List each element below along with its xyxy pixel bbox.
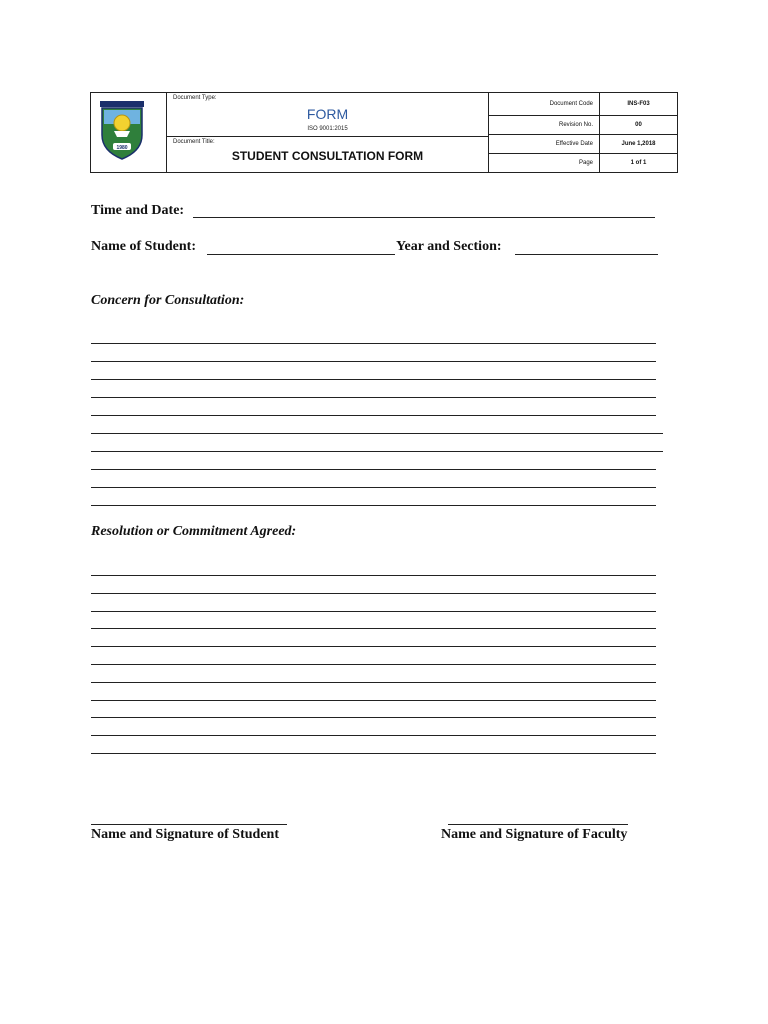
title-block	[167, 93, 489, 172]
concern-writing-line[interactable]	[91, 361, 656, 362]
meta-row-effective-date	[489, 135, 677, 154]
resolution-writing-line[interactable]	[91, 753, 656, 754]
concern-writing-line[interactable]	[91, 451, 663, 452]
logo-cell	[91, 93, 167, 172]
meta-value: 1 of 1	[630, 160, 647, 166]
resolution-writing-line[interactable]	[91, 628, 656, 629]
resolution-writing-line[interactable]	[91, 735, 656, 736]
resolution-writing-line[interactable]	[91, 700, 656, 701]
concern-writing-line[interactable]	[91, 343, 656, 344]
concern-writing-line[interactable]	[91, 379, 656, 380]
student-signature-line[interactable]	[91, 824, 287, 825]
resolution-writing-line[interactable]	[91, 593, 656, 594]
meta-table	[489, 93, 677, 172]
iso-standard: ISO 9001:2015	[307, 126, 348, 132]
logo-year: 1980	[116, 145, 128, 151]
meta-value: June 1,2018	[621, 141, 656, 147]
doc-type-label: Document Type:	[173, 95, 217, 101]
meta-row-revision	[489, 116, 677, 135]
document-header	[90, 92, 678, 173]
resolution-heading: Resolution or Commitment Agreed:	[91, 524, 297, 539]
year-section-line[interactable]	[515, 254, 658, 255]
meta-label: Revision No.	[489, 116, 600, 134]
concern-heading: Concern for Consultation:	[91, 293, 245, 308]
meta-row-page	[489, 154, 677, 172]
doc-title-label: Document Title:	[173, 139, 215, 145]
concern-writing-line[interactable]	[91, 415, 656, 416]
time-date-line[interactable]	[193, 217, 655, 218]
year-section-label: Year and Section:	[396, 239, 502, 254]
faculty-signature-label: Name and Signature of Faculty	[441, 827, 628, 842]
resolution-writing-line[interactable]	[91, 664, 656, 665]
meta-value: 00	[635, 122, 642, 128]
meta-label: Document Code	[489, 93, 600, 115]
student-signature-label: Name and Signature of Student	[91, 827, 279, 842]
doc-title: STUDENT CONSULTATION FORM	[231, 149, 424, 163]
university-seal-logo	[99, 99, 145, 161]
faculty-signature-line[interactable]	[448, 824, 628, 825]
meta-label: Effective Date	[489, 135, 600, 153]
resolution-writing-line[interactable]	[91, 575, 656, 576]
meta-label: Page	[489, 154, 600, 172]
resolution-writing-line[interactable]	[91, 717, 656, 718]
resolution-writing-line[interactable]	[91, 611, 656, 612]
concern-writing-line[interactable]	[91, 505, 656, 506]
meta-value: INS-F03	[627, 101, 650, 107]
resolution-writing-line[interactable]	[91, 646, 656, 647]
concern-writing-line[interactable]	[91, 433, 663, 434]
student-name-label: Name of Student:	[91, 239, 196, 254]
concern-writing-line[interactable]	[91, 487, 656, 488]
meta-row-document-code	[489, 93, 677, 116]
time-date-label: Time and Date:	[91, 203, 185, 218]
doc-type-cell	[167, 93, 488, 137]
concern-writing-line[interactable]	[91, 397, 656, 398]
resolution-writing-line[interactable]	[91, 682, 656, 683]
concern-writing-line[interactable]	[91, 469, 656, 470]
doc-type-value: FORM	[306, 106, 349, 122]
student-name-line[interactable]	[207, 254, 395, 255]
